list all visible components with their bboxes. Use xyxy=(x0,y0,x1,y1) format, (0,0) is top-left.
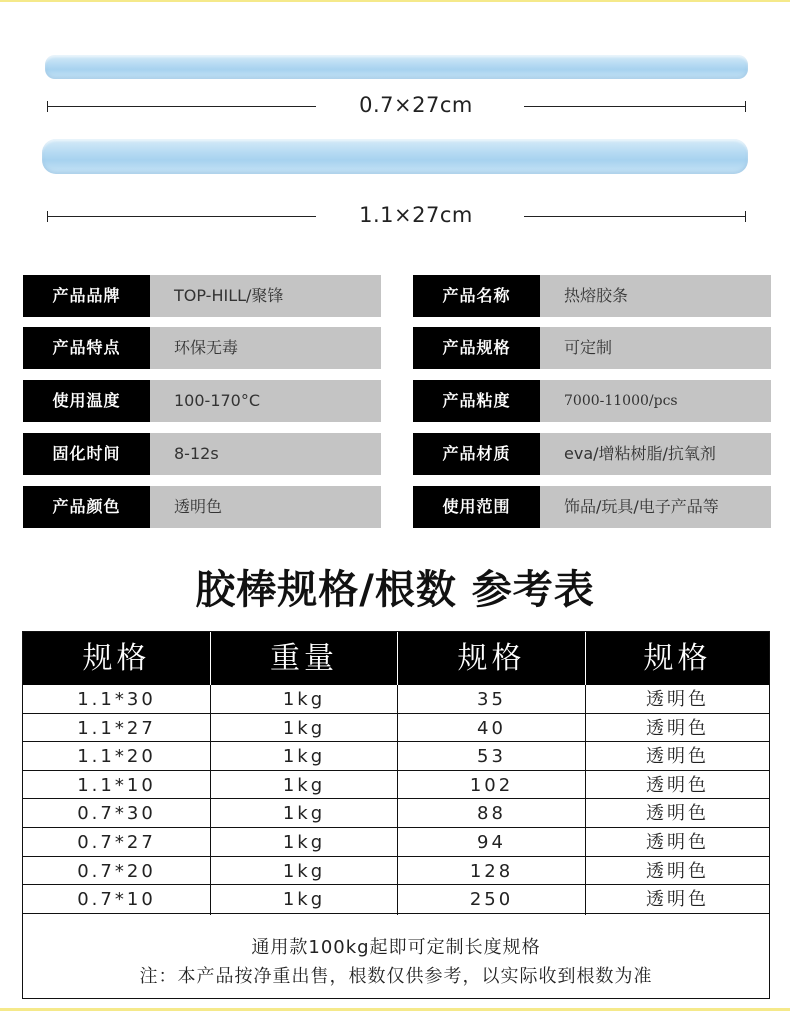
dimension-tick-right xyxy=(745,101,746,112)
table-cell: 1kg xyxy=(282,803,326,825)
table-cell: 1.1*20 xyxy=(77,746,156,768)
spec-row-color xyxy=(23,486,381,528)
glue-stick-thin xyxy=(45,55,748,79)
spec-row-material xyxy=(413,433,771,475)
spec-key: 产品品牌 xyxy=(23,275,150,317)
spec-row-viscosity xyxy=(413,380,771,422)
table-cell: 88 xyxy=(477,803,506,825)
table-cell: 0.7*20 xyxy=(77,860,156,882)
table-note-customization: 通用款100kg起即可定制长度规格 xyxy=(251,937,541,958)
table-cell: 1kg xyxy=(282,860,326,882)
dimension-line-right xyxy=(524,216,745,217)
table-cell: 1kg xyxy=(282,689,326,710)
spec-value: 8-12s xyxy=(150,433,381,475)
table-cell: 1.1*30 xyxy=(77,689,156,710)
spec-value: 热熔胶条 xyxy=(540,275,771,317)
table-row xyxy=(23,885,769,914)
table-cell: 0.7*27 xyxy=(77,832,156,853)
spec-value: eva/增粘树脂/抗氧剂 xyxy=(540,433,771,475)
table-header xyxy=(23,632,769,685)
spec-key: 产品颜色 xyxy=(23,486,150,528)
table-cell: 40 xyxy=(477,717,506,739)
reference-table-title: 胶棒规格/根数 参考表 xyxy=(195,567,595,613)
spec-key: 使用范围 xyxy=(413,486,540,528)
table-cell: 53 xyxy=(477,746,506,768)
dimension-line-left xyxy=(47,216,316,217)
dimension-label-thick: 1.1×27cm xyxy=(359,203,473,227)
table-header-cell: 规格 xyxy=(82,641,151,676)
spec-key: 产品粘度 xyxy=(413,380,540,422)
spec-value: 透明色 xyxy=(150,486,381,528)
spec-row-usage xyxy=(413,486,771,528)
table-row xyxy=(23,799,769,828)
table-header-cell: 重量 xyxy=(270,641,338,676)
dimension-line-right xyxy=(524,106,745,107)
table-cell: 透明色 xyxy=(646,803,709,825)
spec-row-name xyxy=(413,275,771,317)
spec-value: 100-170°C xyxy=(150,380,381,422)
spec-row-feature xyxy=(23,327,381,369)
spec-value: TOP-HILL/聚锋 xyxy=(150,275,381,317)
table-cell: 透明色 xyxy=(646,774,709,796)
table-cell: 1kg xyxy=(282,832,326,853)
spec-value: 可定制 xyxy=(540,327,771,369)
table-cell: 1kg xyxy=(282,746,326,768)
table-row xyxy=(23,685,769,714)
table-cell: 1kg xyxy=(282,774,326,796)
dimension-tick-right xyxy=(745,211,746,222)
glue-stick-thick xyxy=(42,139,748,174)
dimension-label-thin: 0.7×27cm xyxy=(359,93,473,117)
spec-key: 产品规格 xyxy=(413,327,540,369)
table-cell: 35 xyxy=(477,689,506,710)
table-cell: 透明色 xyxy=(646,717,709,739)
table-cell: 透明色 xyxy=(646,860,709,882)
spec-row-specification xyxy=(413,327,771,369)
top-accent-strip xyxy=(0,0,790,2)
table-row xyxy=(23,828,769,857)
table-cell: 94 xyxy=(477,832,506,853)
spec-key: 使用温度 xyxy=(23,380,150,422)
table-cell: 102 xyxy=(469,774,514,796)
table-cell: 128 xyxy=(469,860,514,882)
table-note-disclaimer: 注：本产品按净重出售，根数仅供参考，以实际收到根数为准 xyxy=(139,966,653,987)
spec-key: 产品材质 xyxy=(413,433,540,475)
table-cell: 1.1*10 xyxy=(77,774,156,796)
table-cell: 1kg xyxy=(282,717,326,739)
spec-value: 环保无毒 xyxy=(150,327,381,369)
spec-key: 产品特点 xyxy=(23,327,150,369)
table-row xyxy=(23,771,769,800)
spec-row-curing-time xyxy=(23,433,381,475)
table-cell: 0.7*30 xyxy=(77,803,156,825)
table-row xyxy=(23,857,769,886)
table-cell: 透明色 xyxy=(646,689,709,710)
table-cell: 1.1*27 xyxy=(77,717,156,739)
spec-key: 产品名称 xyxy=(413,275,540,317)
spec-value: 7000-11000/pcs xyxy=(540,380,771,422)
table-row xyxy=(23,742,769,771)
spec-row-temperature xyxy=(23,380,381,422)
table-cell: 250 xyxy=(469,889,514,911)
dimension-line-left xyxy=(47,106,316,107)
table-cell: 0.7*10 xyxy=(77,889,156,911)
table-cell: 1kg xyxy=(282,889,326,911)
table-cell: 透明色 xyxy=(646,889,709,911)
table-row xyxy=(23,714,769,743)
spec-key: 固化时间 xyxy=(23,433,150,475)
table-header-cell: 规格 xyxy=(457,641,526,676)
spec-value: 饰品/玩具/电子产品等 xyxy=(540,486,771,528)
spec-row-brand xyxy=(23,275,381,317)
table-cell: 透明色 xyxy=(646,832,709,853)
table-header-cell: 规格 xyxy=(643,641,712,676)
table-cell: 透明色 xyxy=(646,746,709,768)
reference-table xyxy=(22,631,770,999)
